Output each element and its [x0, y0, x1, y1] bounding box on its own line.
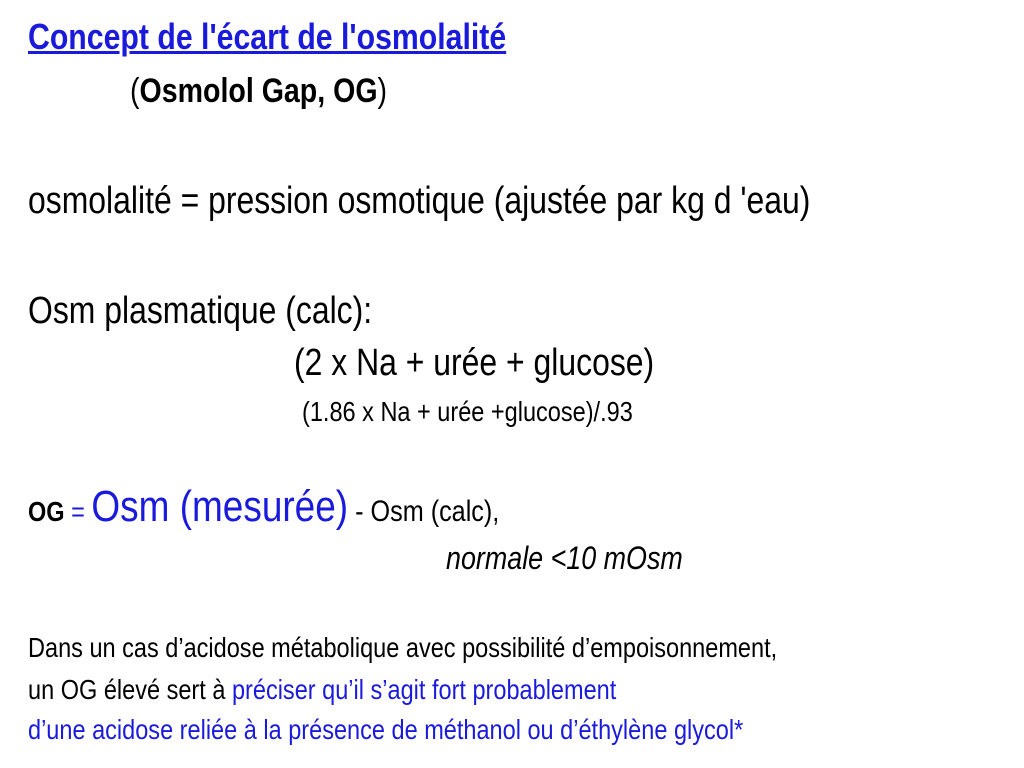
- note-line-3: d’une acidose reliée à la présence de méthanol ou d’éthylène glycol*: [28, 714, 744, 745]
- osmolality-definition: osmolalité = pression osmotique (ajustée par kg d 'eau): [28, 180, 811, 222]
- slide-title: Concept de l'écart de l'osmolalité: [28, 16, 507, 57]
- subtitle: [130, 72, 387, 111]
- note-line-2-highlight: préciser qu’il s’agit fort probablement: [231, 674, 617, 705]
- og-abbr: OG: [28, 496, 65, 527]
- subtitle-open-paren: (: [130, 72, 140, 110]
- osm-measured: Osm (mesurée): [91, 482, 349, 531]
- note-line-1: Dans un cas d’acidose métabolique avec possibilité d’empoisonnement,: [28, 632, 778, 663]
- subtitle-og-name: Osmolol Gap, OG: [139, 72, 378, 110]
- og-equals: =: [64, 496, 92, 527]
- plasma-formula-corrected: (1.86 x Na + urée +glucose)/.93: [302, 396, 633, 427]
- note-line-2-plain: un OG élevé sert à: [28, 674, 232, 705]
- plasma-formula-simple: (2 x Na + urée + glucose): [294, 342, 655, 384]
- osm-calc-term: - Osm (calc),: [348, 495, 500, 528]
- note-line-2: [28, 674, 616, 706]
- subtitle-close-paren: ): [377, 72, 388, 110]
- plasma-osm-label: Osm plasmatique (calc):: [28, 290, 373, 332]
- og-equation: [28, 482, 499, 532]
- og-normal-range: normale <10 mOsm: [446, 540, 683, 576]
